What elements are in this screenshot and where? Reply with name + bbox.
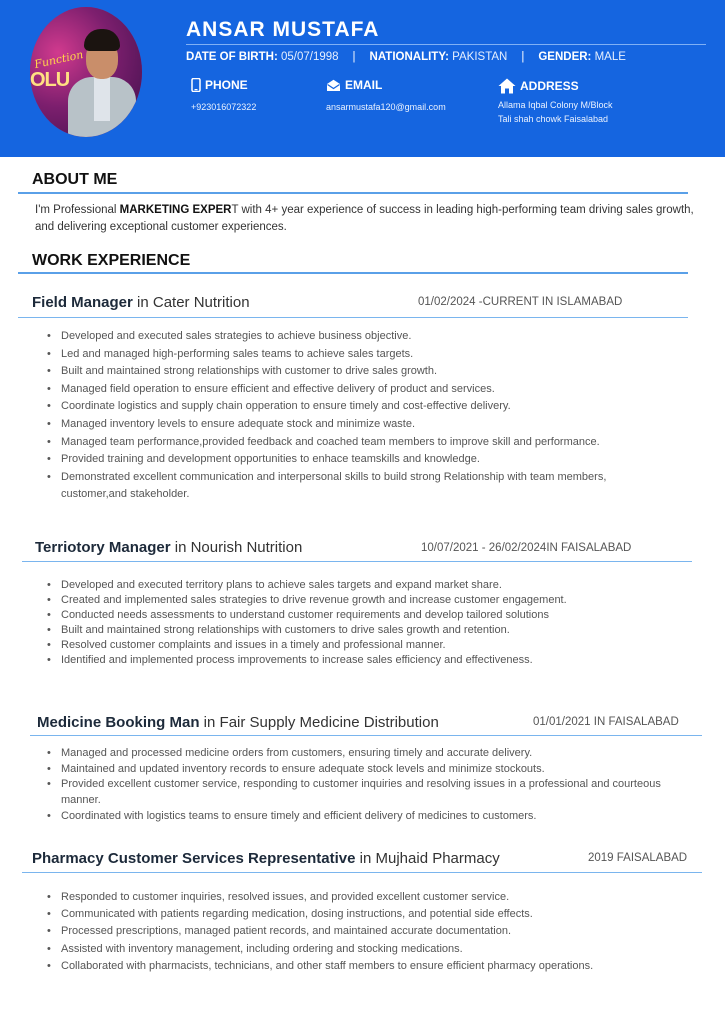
dob-label: DATE OF BIRTH: (186, 51, 278, 63)
list-item: • Coordinate logistics and supply chain opperation to ensure timely and cost-effective delivery. (47, 398, 657, 416)
job-bullets-2 (47, 578, 702, 668)
list-item: • Demonstrated excellent communication and interpersonal skills to build strong Relationship with team members, customer,and stakeholder. (47, 469, 657, 504)
list-item: • Managed inventory levels to ensure adequate stock and minimize waste. (47, 416, 657, 434)
email-heading (326, 78, 446, 92)
contact-phone (191, 78, 256, 114)
job-bullets-1 (47, 328, 657, 504)
email-value[interactable]: ansarmustafa120@gmail.com (326, 102, 446, 112)
job-rule-2 (22, 561, 692, 562)
job-bullets-4 (47, 889, 687, 975)
job-date-4: 2019 FAISALABAD (588, 852, 688, 864)
list-item: • Communicated with patients regarding medication, dosing instructions, and potential side effects. (47, 906, 687, 923)
list-item: • Maintained and updated inventory records to ensure adequate stock levels and minimize stockouts. (47, 762, 697, 778)
phone-heading (191, 78, 256, 92)
list-item: • Resolved customer complaints and issues in a timely and professional manner. (47, 638, 702, 653)
home-icon (498, 78, 516, 94)
job-bullets-3 (47, 746, 697, 825)
job-role: Medicine Booking Man (37, 714, 200, 731)
header-divider (186, 44, 706, 45)
job-company: in Nourish Nutrition (170, 539, 303, 556)
address-value (498, 98, 678, 126)
list-item: • Managed and processed medicine orders from customers, ensuring timely and accurate delivery. (47, 746, 697, 762)
profile-photo (30, 7, 142, 137)
list-item: • Managed field operation to ensure efficient and effective delivery of product and services. (47, 381, 657, 399)
job-title-4 (32, 850, 500, 867)
list-item: • Responded to customer inquiries, resolved issues, and provided excellent customer service. (47, 889, 687, 906)
job-role: Terriotory Manager (35, 539, 171, 556)
photo-sign-text: Function (33, 47, 85, 72)
address-heading (498, 78, 678, 94)
about-title: ABOUT ME (32, 171, 118, 188)
job-company: in Fair Supply Medicine Distribution (199, 714, 439, 731)
job-title-3 (37, 714, 439, 731)
email-label: EMAIL (345, 78, 383, 92)
photo-hair (84, 29, 120, 51)
job-rule-4 (22, 872, 702, 873)
list-item: • Provided training and development opportunities to enhace teamskills and knowledge. (47, 451, 657, 469)
nationality-label: NATIONALITY: (369, 51, 449, 63)
info-separator: | (521, 51, 525, 63)
photo-shirt (94, 77, 110, 121)
list-item: • Developed and executed sales strategies to achieve business objective. (47, 328, 657, 346)
address-label: ADDRESS (520, 79, 579, 93)
job-date-2: 10/07/2021 - 26/02/2024IN FAISALABAD (421, 542, 632, 554)
list-item: • Led and managed high-performing sales teams to achieve sales targets. (47, 346, 657, 364)
list-item: • Assisted with inventory management, including ordering and stocking medications. (47, 941, 687, 958)
phone-label: PHONE (205, 78, 248, 92)
photo-banner-text: OLU (30, 69, 70, 91)
job-title-1 (32, 294, 250, 311)
list-item: • Collaborated with pharmacists, technicians, and other staff members to ensure efficient pharmacy operations. (47, 958, 687, 975)
gender-value: MALE (594, 51, 626, 63)
list-item: • Provided excellent customer service, responding to customer inquiries and resolving issues in a professional and courteous manner. (47, 777, 697, 808)
job-company: in Mujhaid Pharmacy (355, 850, 500, 867)
job-role: Pharmacy Customer Services Representative (32, 850, 356, 867)
phone-icon (191, 78, 201, 92)
phone-value: +923016072322 (191, 102, 257, 112)
job-date-3: 01/01/2021 IN FAISALABAD (533, 716, 679, 728)
address-line-1: Allama Iqbal Colony M/Block (498, 100, 613, 110)
about-rule (18, 192, 688, 194)
job-role: Field Manager (32, 294, 133, 311)
about-text-start: I'm Professional (35, 204, 120, 216)
header-banner (0, 0, 725, 157)
list-item: • Conducted needs assessments to understand customer requirements and develop tailored solutions (47, 608, 702, 623)
dob-value: 05/07/1998 (280, 51, 339, 63)
person-name: ANSAR MUSTAFA (186, 18, 380, 41)
list-item: • Created and implemented sales strategies to drive revenue growth and increase customer engagement. (47, 593, 702, 608)
list-item: • Identified and implemented process improvements to increase sales efficiency and effectiveness. (47, 653, 702, 668)
gender-label: GENDER: (538, 51, 592, 63)
work-rule (18, 272, 688, 274)
about-text-bold: MARKETING EXPER (119, 204, 232, 216)
email-icon (326, 79, 341, 92)
info-separator: | (352, 51, 356, 63)
contact-address (498, 78, 678, 126)
address-line-2: Tali shah chowk Faisalabad (498, 114, 609, 124)
job-rule-1 (18, 317, 688, 318)
job-company: in Cater Nutrition (132, 294, 250, 311)
nationality-value: PAKISTAN (452, 51, 508, 63)
list-item: • Managed team performance,provided feedback and coached team members to improve skill and performance. (47, 434, 657, 452)
contact-email (326, 78, 446, 114)
list-item: • Built and maintained strong relationships with customer to drive sales growth. (47, 363, 657, 381)
job-title-2 (35, 539, 302, 556)
list-item: • Coordinated with logistics teams to ensure timely and efficient delivery of medicines to customers. (47, 809, 697, 825)
about-text-end: T with 4+ year experience of success in leading high-performing team driving sales growth, and delivering exceptional customer experiences. (35, 204, 694, 233)
list-item: • Processed prescriptions, managed patient records, and maintained accurate documentation. (47, 923, 687, 940)
list-item: • Built and maintained strong relationships with customers to drive sales growth and retention. (47, 623, 702, 638)
job-rule-3 (30, 735, 702, 736)
personal-info-line (186, 51, 626, 63)
job-date-1: 01/02/2024 -CURRENT IN ISLAMABAD (418, 296, 623, 308)
list-item: • Developed and executed territory plans to achieve sales targets and expand market share. (47, 578, 702, 593)
about-text (35, 202, 710, 236)
work-title: WORK EXPERIENCE (32, 252, 191, 269)
